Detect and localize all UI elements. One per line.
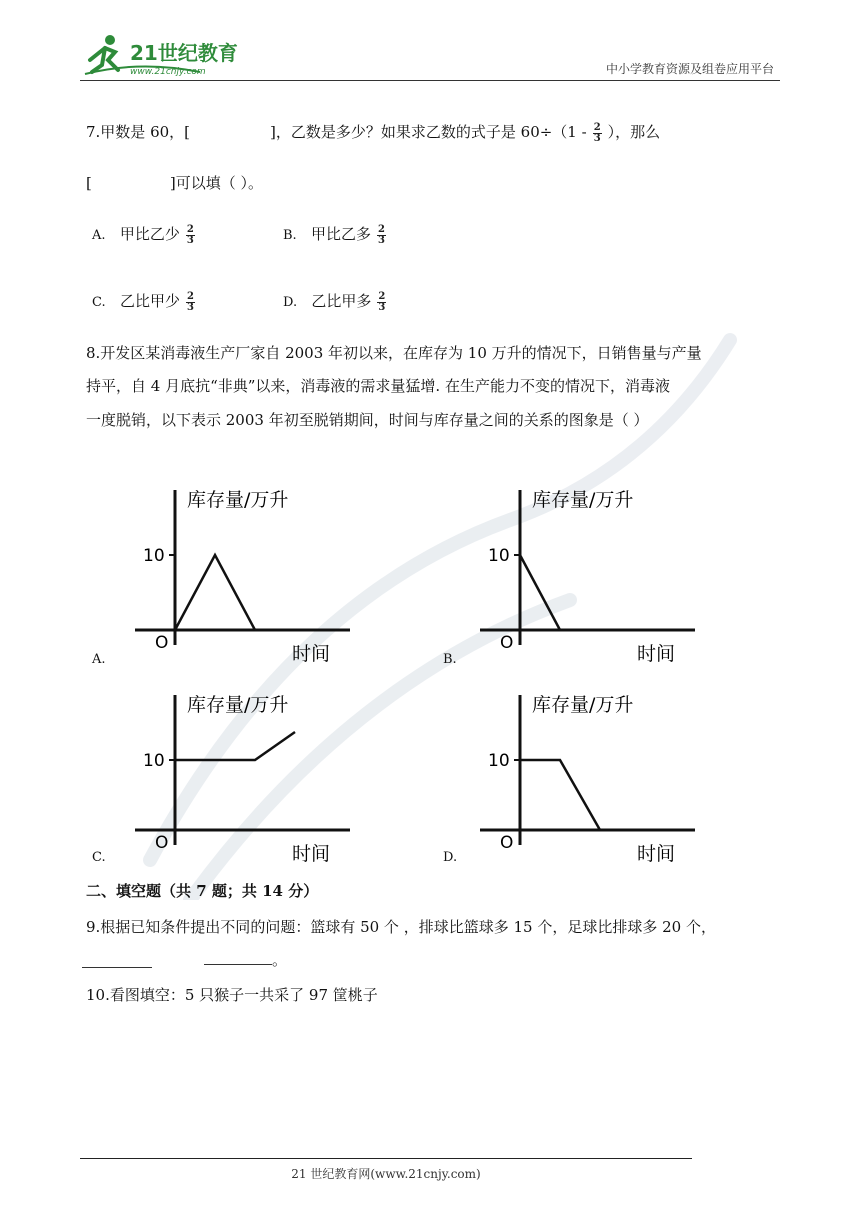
q7-option-c[interactable]: C. 乙比甲少 $\frac{2}{3}$ — [92, 290, 194, 313]
fraction: $\frac{2}{3}$ — [378, 290, 386, 313]
fraction: $\frac{2}{3}$ — [186, 223, 194, 246]
q7-option-b[interactable]: B. 甲比乙多 $\frac{2}{3}$ — [283, 223, 385, 246]
logo-text: 21世纪教育 — [130, 41, 238, 65]
y-tick-label-c: 10 — [143, 751, 165, 771]
q9-blank-2[interactable] — [204, 950, 272, 965]
series-line-a — [175, 555, 255, 630]
origin-label-d: O — [500, 833, 514, 853]
y-axis-label-b: 库存量/万升 — [532, 489, 634, 511]
chart-letter-d: D. — [443, 850, 458, 865]
q7-line1: 7.甲数是 60，[ ]，乙数是多少？如果求乙数的式子是 60÷（1 - $\frac{2}{3}$ ），那么 — [86, 121, 661, 144]
site-logo — [80, 30, 260, 80]
chart-letter-a: A. — [92, 652, 106, 667]
y-axis-label-a: 库存量/万升 — [187, 489, 289, 511]
q7-option-a[interactable]: A. 甲比乙少 $\frac{2}{3}$ — [92, 223, 194, 246]
q9-blank-1[interactable] — [82, 953, 152, 965]
series-line-d — [520, 760, 600, 830]
fraction: $\frac{2}{3}$ — [378, 223, 385, 246]
x-axis-label-d: 时间 — [637, 843, 676, 865]
x-axis-label-a: 时间 — [292, 643, 331, 665]
chart-a[interactable] — [120, 470, 360, 670]
q8-line2: 持平，自 4 月底抗“非典”以来，消毒液的需求量猛增. 在生产能力不变的情况下，消毒液 — [86, 377, 670, 395]
chart-d[interactable] — [465, 675, 705, 870]
header-platform-text: 中小学教育资源及组卷应用平台 — [605, 62, 774, 76]
q8-line3: 一度脱销，以下表示 2003 年初至脱销期间，时间与库存量之间的关系的图象是（ ） — [86, 411, 649, 429]
fraction: $\frac{2}{3}$ — [593, 121, 601, 144]
section-title: 二、填空题（共 7 题；共 14 分） — [86, 882, 319, 900]
header-divider — [80, 80, 780, 81]
footer-text: 21 世纪教育网(www.21cnjy.com) — [291, 1167, 481, 1181]
q10-line1: 10.看图填空：5 只猴子一共采了 97 筐桃子 — [86, 986, 378, 1004]
q9-line1: 9.根据已知条件提出不同的问题：篮球有 50 个 ，排球比篮球多 15 个，足球比排球多 20 个， — [86, 918, 716, 936]
q7-option-d[interactable]: D. 乙比甲多 $\frac{2}{3}$ — [283, 290, 386, 313]
chart-letter-c: C. — [92, 850, 106, 865]
origin-label-b: O — [500, 633, 514, 653]
origin-label-a: O — [155, 633, 169, 653]
origin-label-c: O — [155, 833, 169, 853]
y-axis-label-c: 库存量/万升 — [187, 694, 289, 716]
footer-divider — [80, 1158, 692, 1159]
chart-c[interactable] — [120, 675, 360, 870]
chart-letter-b: B. — [443, 652, 457, 667]
q8-line1: 8.开发区某消毒液生产厂家自 2003 年初以来，在库存为 10 万升的情况下，日销售量与产量 — [86, 344, 702, 362]
y-tick-label-d: 10 — [488, 751, 510, 771]
x-axis-label-c: 时间 — [292, 843, 331, 865]
x-axis-label-b: 时间 — [637, 643, 676, 665]
y-tick-label-a: 10 — [143, 546, 165, 566]
fraction: $\frac{2}{3}$ — [186, 290, 194, 313]
series-line-b — [520, 555, 560, 630]
y-axis-label-d: 库存量/万升 — [532, 694, 634, 716]
chart-b[interactable] — [465, 470, 705, 670]
logo-subtext: www.21cnjy.com — [130, 67, 206, 77]
q9-line2: 。 — [204, 950, 287, 970]
series-line-c — [175, 732, 295, 760]
q7-line2: [ ]可以填（ ）。 — [86, 174, 263, 192]
y-tick-label-b: 10 — [488, 546, 510, 566]
